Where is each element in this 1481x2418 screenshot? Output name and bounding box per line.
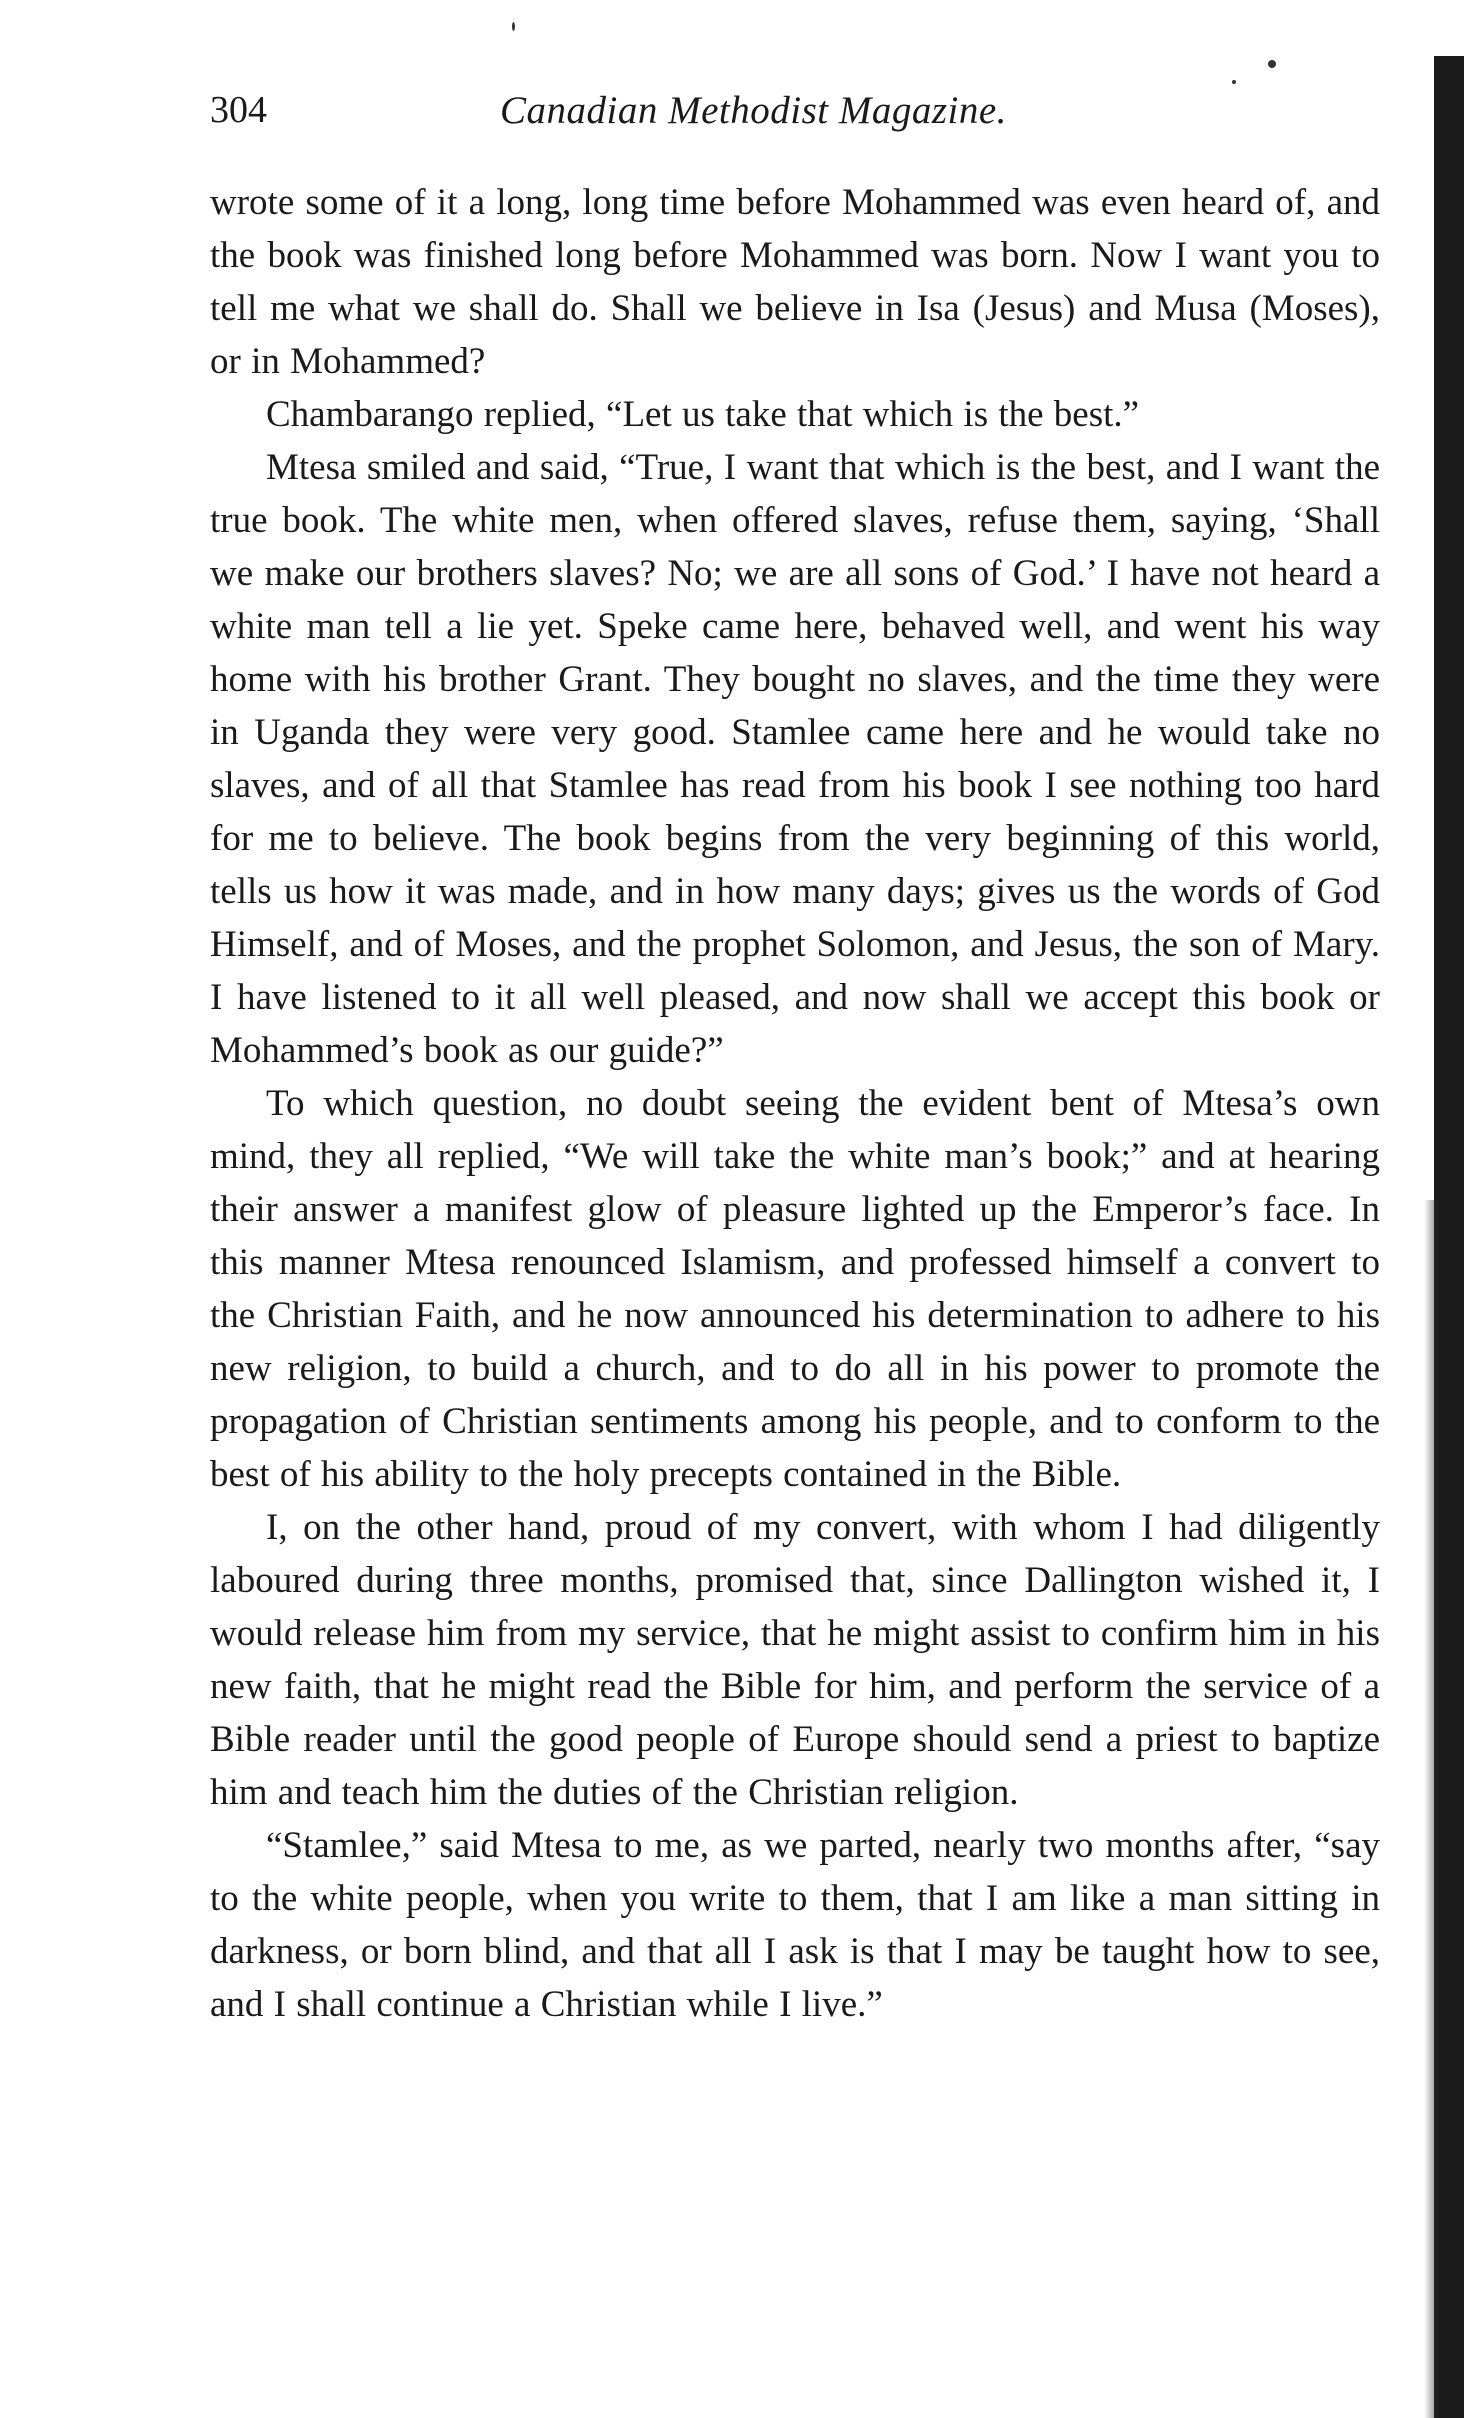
body-text [210,176,1380,2031]
paragraph: “Stamlee,” said Mtesa to me, as we parted, nearly two months after, “say to the white people, when you write to them, that I am like a man sitting in darkness, or born blind, and that all I ask is that I may be taught how to see, and I shall continue a Christian while I live.” [210,1825,1380,2025]
scan-edge-shadow [1434,56,1464,2418]
ink-speck [512,22,515,31]
paragraph: I, on the other hand, proud of my convert, with whom I had diligently laboured during three months, promised that, since Dallington wished it, I would release him from my service, that he might assist to confirm him in his new faith, that he might read the Bible for him, and perform the service of a Bible reader until the good people of Europe should send a priest to baptize him and teach him the duties of the Christian religion. [210,1507,1380,1813]
scan-edge-gradient [1424,1200,1438,2418]
page-header [210,88,1370,148]
paragraph: To which question, no doubt seeing the evident bent of Mtesa’s own mind, they all replied, “We will take the white man’s book;” and at hearing their answer a manifest glow of pleasure lighted up the Emperor’s face. In this manner Mtesa renounced Islamism, and professed himself a convert to the Christian Faith, and he now announced his determination to adhere to his new religion, to build a church, and to do all in his power to promote the propagation of Christian sentiments among his people, and to conform to the best of his ability to the holy precepts contained in the Bible. [210,1083,1380,1495]
paragraph: Mtesa smiled and said, “True, I want that which is the best, and I want the true book. The white men, when offered slaves, refuse them, saying, ‘Shall we make our brothers slaves? No; we are all sons of God.’ I have not heard a white man tell a lie yet. Speke came here, behaved well, and went his way home with his brother Grant. They bought no slaves, and the time they were in Uganda they were very good. Stamlee came here and he would take no slaves, and of all that Stamlee has read from his book I see nothing too hard for me to believe. The book begins from the very beginning of this world, tells us how it was made, and in how many days; gives us the words of God Himself, and of Moses, and the prophet Solomon, and Jesus, the son of Mary. I have listened to it all well pleased, and now shall we accept this book or Mohammed’s book as our guide?” [210,447,1380,1071]
ink-speck [1232,80,1236,84]
paragraph: Chambarango replied, “Let us take that which is the best.” [266,394,1140,435]
running-title: Canadian Methodist Magazine. [500,89,1007,132]
page-number: 304 [210,89,267,131]
ink-speck [1268,60,1276,68]
paragraph: wrote some of it a long, long time before Mohammed was even heard of, and the book was finished long before Mohammed was born. Now I want you to tell me what we shall do. Shall we believe in Isa (Jesus) and Musa (Moses), or in Mohammed? [210,182,1380,382]
